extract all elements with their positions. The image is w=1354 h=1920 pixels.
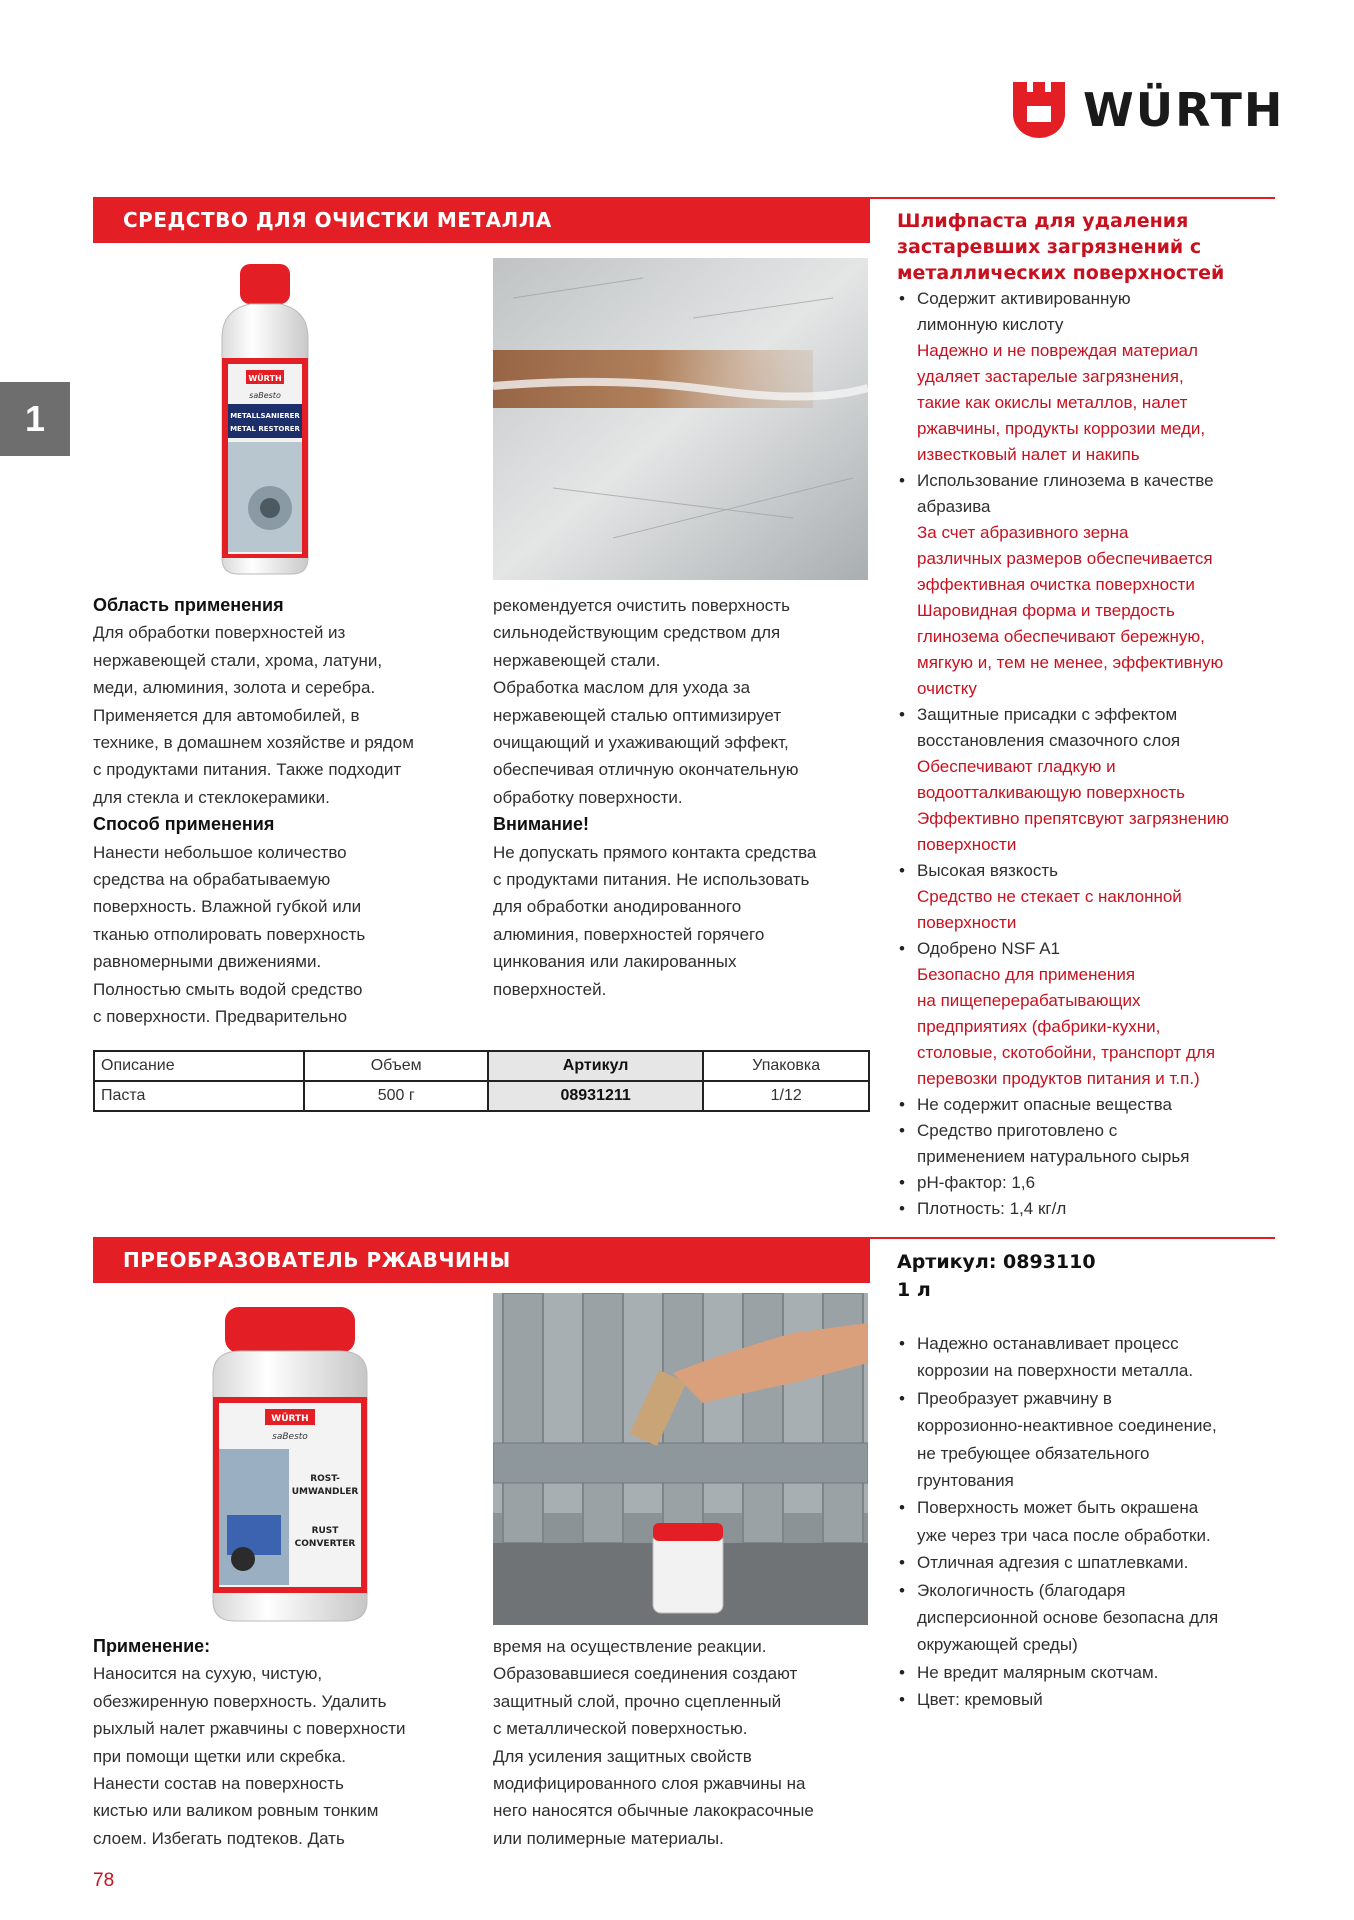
section1-title: СРЕДСТВО ДЛЯ ОЧИСТКИ МЕТАЛЛА xyxy=(93,197,870,243)
s1c2-line: для обработки анодированного xyxy=(493,897,742,917)
article-number: Артикул: 0893110 xyxy=(897,1251,1096,1273)
s2c2-line: Для усиления защитных свойств xyxy=(493,1746,752,1766)
s2c2-line: время на осуществление реакции. xyxy=(493,1637,767,1656)
s1c2-line: алюминия, поверхностей горячего xyxy=(493,924,765,944)
s2c2-line: защитный слой, прочно сцепленный xyxy=(493,1691,782,1711)
page-number: 78 xyxy=(93,1870,115,1891)
s1c1-line: средства на обрабатываемую xyxy=(93,870,331,890)
s1c2-line: нержавеющей стали. xyxy=(493,650,661,670)
rust-converter-jar-image xyxy=(205,1305,375,1623)
s1c1-line: нержавеющей стали, хрома, латуни, xyxy=(93,650,383,670)
s2c1-line: Нанести состав на поверхность xyxy=(93,1774,344,1794)
s1c2-line: цинкования или лакированных xyxy=(493,952,737,972)
s1c1-line: Полностью смыть водой средство xyxy=(93,979,363,999)
section1-col1 xyxy=(93,592,478,1031)
s1c2-line: нержавеющей сталью оптимизирует xyxy=(493,705,782,725)
painting-fence-photo xyxy=(493,1293,868,1625)
table-cell: 1/12 xyxy=(703,1081,869,1111)
table-header-cell: Артикул xyxy=(488,1051,703,1081)
feature-list xyxy=(897,286,1275,1222)
list-item: • Содержит активированную лимонную кислоту xyxy=(897,286,1275,338)
application-area-heading: Область применения xyxy=(93,595,284,615)
table-header-row xyxy=(94,1051,869,1081)
s1c1-line: технике, в домашнем хозяйстве и рядом xyxy=(93,733,414,753)
table-header-cell: Объем xyxy=(304,1051,487,1081)
section2-right-rule xyxy=(870,1237,1275,1239)
volume: 1 л xyxy=(897,1279,931,1301)
table-header-cell: Описание xyxy=(94,1051,304,1081)
list-item: • Цвет: кремовый xyxy=(897,1686,1275,1713)
feature-list xyxy=(897,1330,1275,1714)
list-item: • Одобрено NSF A1 xyxy=(897,936,1275,962)
list-item: • Высокая вязкость xyxy=(897,858,1275,884)
list-item-detail: Средство не стекает с наклонной поверхности xyxy=(917,887,1182,932)
table-cell-article: 08931211 xyxy=(488,1081,703,1111)
s1c2-line: рекомендуется очистить поверхность xyxy=(493,596,790,615)
bottle1-name2: METAL RESTORER xyxy=(230,425,300,433)
bottle2-brand: WÜRTH xyxy=(271,1414,309,1424)
s2c2-line: модифицированного слоя ржавчины на xyxy=(493,1774,806,1794)
section2-col1 xyxy=(93,1633,478,1852)
list-item: • Защитные присадки с эффектом восстановления смазочного слоя xyxy=(897,702,1275,754)
section1-right-col xyxy=(897,208,1275,1222)
s1c2-line: Обработка маслом для ухода за xyxy=(493,678,751,698)
bottle1-brand: WÜRTH xyxy=(248,374,282,383)
bottle2-name2: RUST xyxy=(311,1526,339,1536)
s1c1-line: Для обработки поверхностей из xyxy=(93,623,346,643)
section1-col2 xyxy=(493,592,878,1003)
s2c1-line: при помощи щетки или скребка. xyxy=(93,1746,347,1766)
wurth-logo xyxy=(1013,82,1285,142)
list-item: • Средство приготовлено с применением натурального сырья xyxy=(897,1118,1275,1170)
application-heading: Применение: xyxy=(93,1636,211,1656)
wurth-logo-text: WÜRTH xyxy=(1083,83,1285,137)
list-item: • Отличная адгезия с шпатлевками. xyxy=(897,1549,1275,1576)
s2c2-line: или полимерные материалы. xyxy=(493,1828,724,1848)
wurth-logo-mark-icon xyxy=(1013,82,1065,138)
s2c1-line: рыхлый налет ржавчины с поверхности xyxy=(93,1719,406,1739)
rusty-steel-photo xyxy=(493,258,868,580)
s1c1-line: Нанести небольшое количество xyxy=(93,842,347,862)
s2c2-line: с металлической поверхностью. xyxy=(493,1719,748,1739)
s1c2-line: поверхностей. xyxy=(493,979,607,999)
s1c2-line: Не допускать прямого контакта средства xyxy=(493,842,817,862)
bottle1-name1: METALLSANIERER xyxy=(230,412,300,420)
spec-table xyxy=(93,1050,870,1112)
s1c1-line: меди, алюминия, золота и серебра. xyxy=(93,678,376,698)
section1-right-title: Шлифпаста для удаления застаревших загрязнений с металлических поверхностей xyxy=(897,210,1225,284)
s1c2-line: обеспечивая отличную окончательную xyxy=(493,760,799,780)
s1c2-line: сильнодействующим средством для xyxy=(493,623,781,643)
list-item: • Не содержит опасные вещества xyxy=(897,1092,1275,1118)
section2-title: ПРЕОБРАЗОВАТЕЛЬ РЖАВЧИНЫ xyxy=(93,1237,870,1283)
list-item: • Надежно останавливает процесс коррозии на поверхности металла. xyxy=(897,1330,1275,1385)
s1c1-line: Применяется для автомобилей, в xyxy=(93,705,360,725)
metal-restorer-bottle-image xyxy=(200,258,330,578)
list-item-detail: Надежно и не повреждая материал удаляет застарелые загрязнения, такие как окислы металлов, налет ржавчины, продукты коррозии меди, известковый налет и накипь xyxy=(917,341,1206,464)
s1c2-line: с продуктами питания. Не использовать xyxy=(493,870,810,890)
s2c2-line: Образовавшиеся соединения создают xyxy=(493,1664,798,1684)
list-item: • Экологичность (благодаря дисперсионной основе безопасна для окружающей среды) xyxy=(897,1577,1275,1659)
bottle2-name1: ROST- xyxy=(310,1474,340,1484)
list-item: • Плотность: 1,4 кг/л xyxy=(897,1196,1275,1222)
s1c1-line: равномерными движениями. xyxy=(93,952,322,972)
s1c1-line: тканью отполировать поверхность xyxy=(93,924,366,944)
s1c1-line: с поверхности. Предварительно xyxy=(93,1007,348,1027)
list-item: • Использование глинозема в качестве абразива xyxy=(897,468,1275,520)
s1c2-line: очищающий и ухаживающий эффект, xyxy=(493,733,789,753)
list-item: • Преобразует ржавчину в коррозионно-неактивное соединение, не требующее обязательного грунтования xyxy=(897,1385,1275,1495)
s1c1-line: с продуктами питания. Также подходит xyxy=(93,760,402,780)
section2-right-col xyxy=(897,1248,1275,1714)
s2c1-line: кистью или валиком ровным тонким xyxy=(93,1801,379,1821)
method-heading: Способ применения xyxy=(93,814,275,835)
table-cell: 500 г xyxy=(304,1081,487,1111)
bottle2-name2b: CONVERTER xyxy=(294,1539,356,1549)
warning-heading: Внимание! xyxy=(493,814,589,835)
table-cell: Паста xyxy=(94,1081,304,1111)
list-item-detail: Безопасно для применения на пищеперерабатывающих предприятиях (фабрики-кухни, столовые, скотобойни, транспорт для перевозки продуктов питания и т.п.) xyxy=(917,965,1216,1088)
list-item: • Не вредит малярным скотчам. xyxy=(897,1659,1275,1686)
s2c2-line: него наносятся обычные лакокрасочные xyxy=(493,1801,814,1821)
list-item: • Поверхность может быть окрашена уже через три часа после обработки. xyxy=(897,1494,1275,1549)
list-item: • pH-фактор: 1,6 xyxy=(897,1170,1275,1196)
list-item-detail: За счет абразивного зерна различных размеров обеспечивается эффективная очистка поверхности Шаровидная форма и твердость глинозема обеспечивают бережную, мягкую и, тем не менее, эффективную очистку xyxy=(917,523,1224,698)
s2c1-line: слоем. Избегать подтеков. Дать xyxy=(93,1828,345,1848)
section1-right-rule xyxy=(870,197,1275,199)
s1c2-line: обработку поверхности. xyxy=(493,787,683,807)
chapter-tab: 1 xyxy=(0,382,70,456)
s2c1-line: Наносится на сухую, чистую, xyxy=(93,1664,323,1684)
s1c1-line: для стекла и стеклокерамики. xyxy=(93,787,330,807)
list-item-detail: Обеспечивают гладкую и водоотталкивающую поверхность Эффективно препятсвуют загрязнению поверхности xyxy=(917,757,1230,854)
s2c1-line: обезжиренную поверхность. Удалить xyxy=(93,1691,387,1711)
section2-col2 xyxy=(493,1633,878,1852)
bottle1-line: saBesto xyxy=(249,391,281,400)
table-header-cell: Упаковка xyxy=(703,1051,869,1081)
s1c1-line: поверхность. Влажной губкой или xyxy=(93,897,362,917)
bottle2-line: saBesto xyxy=(272,1432,308,1442)
bottle2-name1b: UMWANDLER xyxy=(291,1487,359,1497)
table-row xyxy=(94,1081,869,1111)
